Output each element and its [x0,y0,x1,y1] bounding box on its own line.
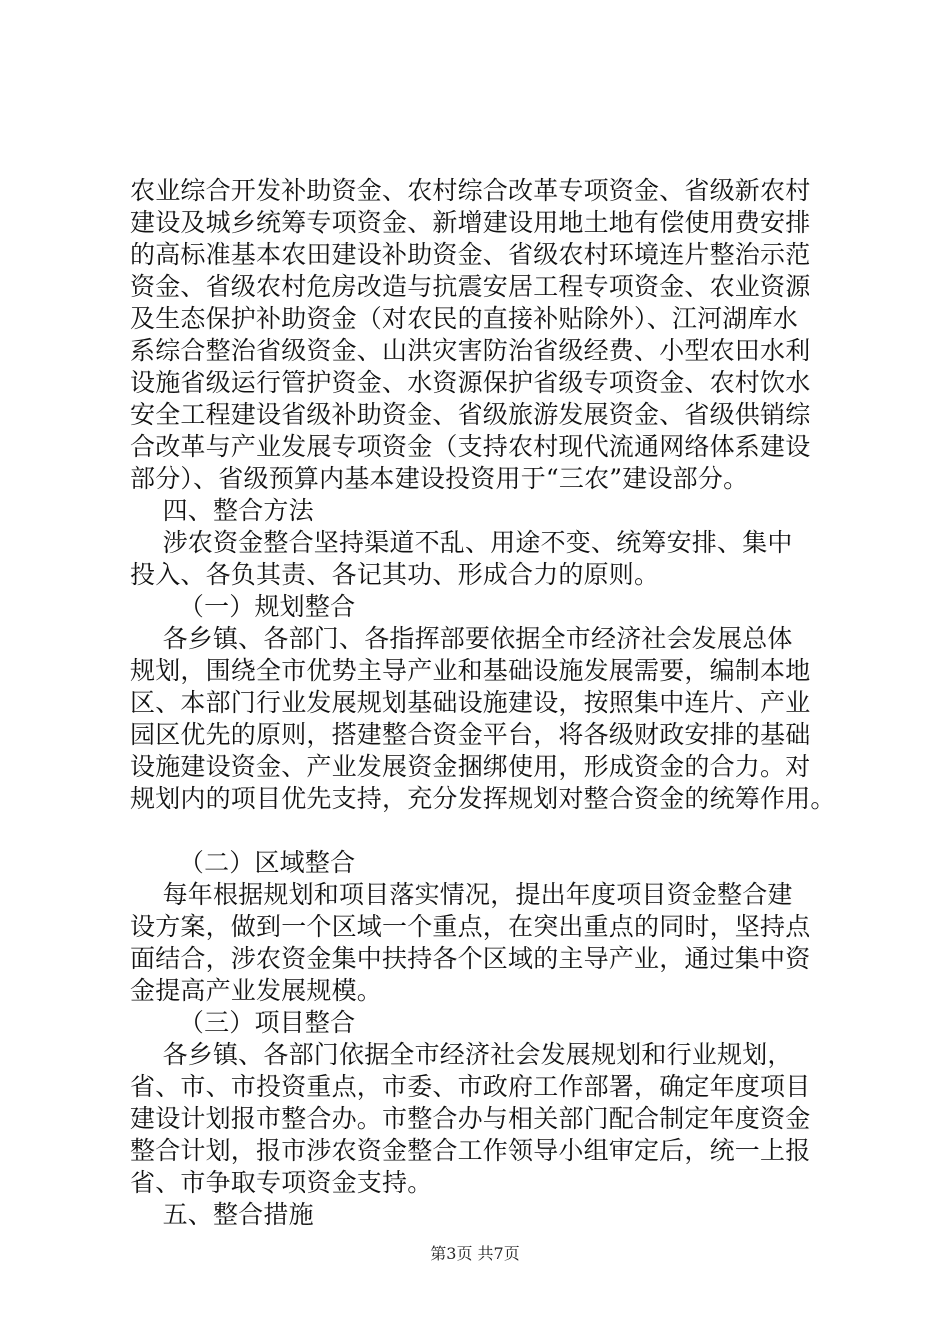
text-line: 金提高产业发展规模。 [130,976,383,1005]
text-line: 设施省级运行管护资金、水资源保护省级专项资金、农村饮水 [130,368,811,397]
subsection-heading: （一）规划整合 [130,592,356,621]
text-line: 省、市争取专项资金支持。 [130,1168,433,1197]
text-line: 规划，围绕全市优势主导产业和基础设施发展需要，编制本地 [130,656,811,685]
text-line: 合改革与产业发展专项资金（支持农村现代流通网络体系建设 [130,432,811,461]
text-line: 资金、省级农村危房改造与抗震安居工程专项资金、农业资源 [130,272,811,301]
text-line: 部分）、省级预算内基本建设投资用于“三农”建设部分。 [130,464,749,493]
text-line: 系综合整治省级资金、山洪灾害防治省级经费、小型农田水利 [130,336,811,365]
text-line: 设方案，做到一个区域一个重点，在突出重点的同时，坚持点 [130,912,811,941]
page-footer: 第3页 共7页 [430,1244,520,1263]
text-line: 建设及城乡统筹专项资金、新增建设用地土地有偿使用费安排 [130,208,811,237]
subsection-heading: （二）区域整合 [130,848,356,877]
text-line: 每年根据规划和项目落实情况，提出年度项目资金整合建 [130,880,793,909]
text-line: 涉农资金整合坚持渠道不乱、用途不变、统筹安排、集中 [130,528,793,557]
text-line: 各乡镇、各部门、各指挥部要依据全市经济社会发展总体 [130,624,793,653]
text-line: 各乡镇、各部门依据全市经济社会发展规划和行业规划， [130,1040,793,1069]
text-line: 整合计划，报市涉农资金整合工作领导小组审定后，统一上报 [130,1136,811,1165]
text-line: 设施建设资金、产业发展资金捆绑使用，形成资金的合力。对 [130,752,811,781]
text-line: 区、本部门行业发展规划基础设施建设，按照集中连片、产业 [130,688,811,717]
text-line: 省、市、市投资重点，市委、市政府工作部署，确定年度项目 [130,1072,811,1101]
text-line: 投入、各负其责、各记其功、形成合力的原则。 [130,560,660,589]
subsection-heading: （三）项目整合 [130,1008,356,1037]
text-line: 安全工程建设省级补助资金、省级旅游发展资金、省级供销综 [130,400,811,429]
section-heading: 四、整合方法 [130,496,314,525]
text-line: 的高标准基本农田建设补助资金、省级农村环境连片整治示范 [130,240,811,269]
text-line: 园区优先的原则，搭建整合资金平台，将各级财政安排的基础 [130,720,811,749]
text-line: 及生态保护补助资金（对农民的直接补贴除外）、江河湖库水 [130,304,798,333]
text-line: 农业综合开发补助资金、农村综合改革专项资金、省级新农村 [130,176,811,205]
text-line: 建设计划报市整合办。市整合办与相关部门配合制定年度资金 [130,1104,811,1133]
text-line: 规划内的项目优先支持，充分发挥规划对整合资金的统筹作用。 [130,784,836,813]
section-heading: 五、整合措施 [130,1200,314,1229]
text-line: 面结合，涉农资金集中扶持各个区域的主导产业，通过集中资 [130,944,811,973]
